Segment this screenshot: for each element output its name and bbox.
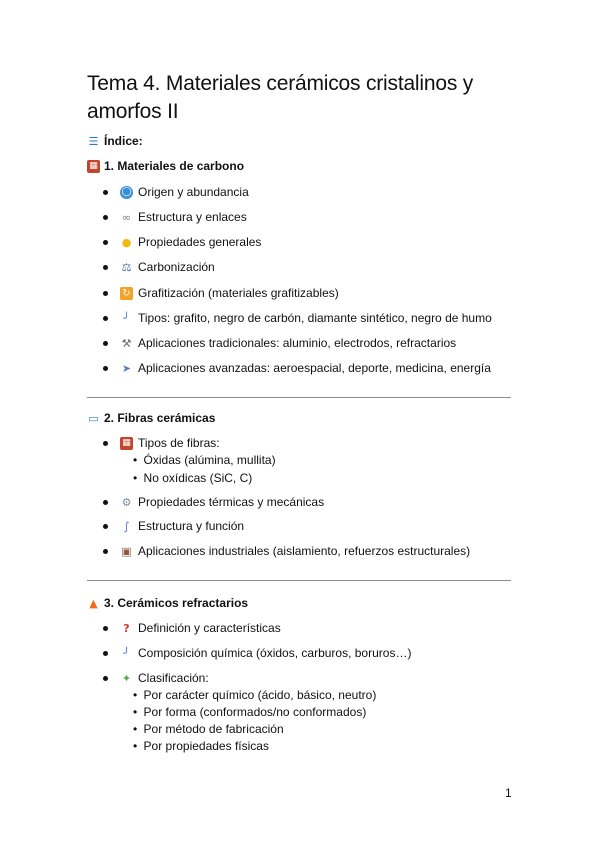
section-title: 2. Fibras cerámicas [104, 411, 216, 425]
bullet [103, 215, 108, 220]
list-item-text: Origen y abundancia [138, 185, 249, 199]
link-icon: ∞ [121, 210, 132, 224]
list-item-text: Propiedades generales [138, 235, 262, 249]
list-item [103, 544, 470, 558]
sub-item [133, 453, 276, 467]
sub-item-text: Por carácter químico (ácido, básico, neutro) [143, 688, 377, 702]
sub-item-text: Por método de fabricación [143, 722, 284, 736]
sub-item-text: Por forma (conformados/no conformados) [143, 705, 367, 719]
bullet [103, 240, 108, 245]
sub-bullet: • [133, 688, 138, 702]
sub-bullet: • [133, 739, 138, 753]
list-item-text: Definición y características [138, 621, 281, 635]
document-title: Tema 4. Materiales cerámicos cristalinos y amorfos II [87, 72, 474, 123]
puzzle-piece-icon: ✦ [121, 671, 132, 685]
test-tube-icon: ╯ [123, 311, 130, 325]
list-item [103, 286, 339, 300]
sub-item-text: No oxídicas (SiC, C) [143, 471, 253, 485]
list-item [103, 621, 281, 635]
list-item-text: Estructura y enlaces [138, 210, 247, 224]
list-item-text: Carbonización [138, 260, 215, 274]
section-heading-carbon [87, 159, 244, 173]
list-item [103, 311, 492, 325]
list-item-text: Tipos: grafito, negro de carbón, diamante sintético, negro de humo [138, 311, 492, 325]
section-divider [87, 580, 511, 581]
factory-icon: ▣ [121, 544, 132, 558]
sub-item-text: Por propiedades físicas [143, 739, 269, 753]
list-item [103, 495, 324, 509]
bullet [103, 441, 108, 446]
sub-bullet: • [133, 722, 138, 736]
bullet [103, 626, 108, 631]
list-item [103, 361, 491, 375]
globe-icon: ◯ [121, 186, 132, 197]
microscope-icon: ⚖ [121, 260, 132, 274]
list-item [103, 519, 244, 533]
section-divider [87, 397, 511, 398]
tools-icon: ⚒ [121, 336, 132, 350]
bullet [103, 524, 108, 529]
bullet [103, 366, 108, 371]
list-item-text: Grafitización (materiales grafitizables) [138, 286, 339, 300]
list-item-text: Clasificación: [138, 671, 209, 685]
bullet [103, 651, 108, 656]
brick-icon: ▦ [87, 160, 100, 173]
page-number: 1 [505, 786, 512, 800]
bullet [103, 265, 108, 270]
sub-item [133, 739, 269, 753]
thread-spool-icon: ▭ [88, 411, 99, 425]
dna-icon: ∫ [123, 519, 130, 533]
bullet [103, 676, 108, 681]
repeat-icon: ↻ [120, 287, 133, 300]
sub-item [133, 688, 376, 702]
index-heading [87, 134, 143, 148]
sub-bullet: • [133, 705, 138, 719]
list-item [103, 336, 456, 350]
list-item-text: Estructura y función [138, 519, 245, 533]
list-item [103, 185, 249, 199]
bullet [103, 316, 108, 321]
sub-item [133, 471, 252, 485]
bullet [103, 190, 108, 195]
sub-item [133, 722, 284, 736]
list-item [103, 235, 261, 249]
list-item [103, 210, 247, 224]
list-item-text: Tipos de fibras: [138, 436, 220, 450]
section-title: 1. Materiales de carbono [104, 159, 245, 173]
light-bulb-icon: ● [121, 235, 132, 249]
index-label: Índice: [104, 134, 143, 148]
bullet [103, 291, 108, 296]
section-heading-refractory [87, 596, 248, 610]
bookmark-tabs-icon: ☰ [88, 134, 99, 148]
question-mark-icon: ? [123, 621, 130, 635]
list-item [103, 671, 209, 685]
list-item-text: Propiedades térmicas y mecánicas [138, 495, 325, 509]
list-item [103, 260, 215, 274]
list-item-text: Composición química (óxidos, carburos, boruros…) [138, 646, 412, 660]
sub-bullet: • [133, 471, 138, 485]
sub-item-text: Óxidas (alúmina, mullita) [143, 453, 276, 467]
sub-bullet: • [133, 453, 138, 467]
fire-icon: ▲ [89, 596, 98, 610]
sub-item [133, 705, 366, 719]
list-item-text: Aplicaciones industriales (aislamiento, refuerzos estructurales) [138, 544, 471, 558]
brick-icon: ▦ [120, 437, 133, 450]
section-heading-fibers [87, 411, 215, 425]
bullet [103, 549, 108, 554]
gear-icon: ⚙ [121, 495, 132, 509]
bullet [103, 500, 108, 505]
bullet [103, 341, 108, 346]
rocket-icon: ➤ [121, 361, 132, 375]
list-item [103, 436, 220, 450]
section-title: 3. Cerámicos refractarios [104, 596, 249, 610]
list-item [103, 646, 411, 660]
list-item-text: Aplicaciones tradicionales: aluminio, electrodos, refractarios [138, 336, 457, 350]
list-item-text: Aplicaciones avanzadas: aeroespacial, deporte, medicina, energía [138, 361, 491, 375]
test-tube-icon: ╯ [123, 646, 130, 660]
